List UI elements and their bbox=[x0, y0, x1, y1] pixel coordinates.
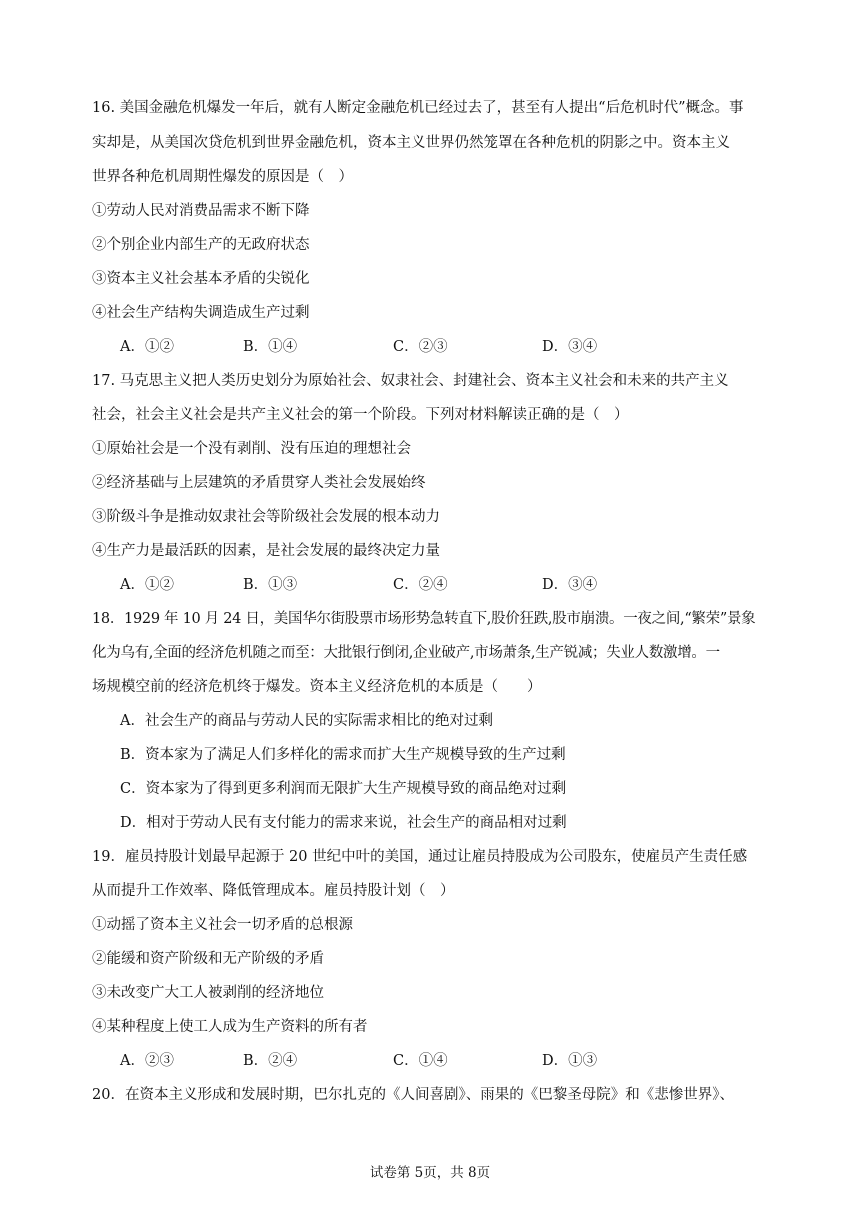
q18-stem-line-2: 化为乌有,全面的经济危机随之而至：大批银行倒闭,企业破产,市场萧条,生产锐减；失业人数激增。一 bbox=[92, 645, 720, 661]
q18-option-d: D．相对于劳动人民有支付能力的需求来说，社会生产的商品相对过剩 bbox=[120, 815, 567, 831]
q19-stem-line-1: 19．雇员持股计划最早起源于 20 世纪中叶的美国，通过让雇员持股成为公司股东，使雇员产生责任感 bbox=[92, 849, 748, 865]
q17-stem-line-2: 社会，社会主义社会是共产主义社会的第一个阶段。下列对材料解读正确的是（ ） bbox=[92, 407, 629, 423]
q17-item-2: ②经济基础与上层建筑的矛盾贯穿人类社会发展始终 bbox=[92, 475, 426, 491]
q16-choice-d: D．③④ bbox=[542, 339, 598, 355]
q19-choice-a: A．②③ bbox=[120, 1053, 174, 1069]
q17-choice-b: B．①③ bbox=[243, 577, 298, 593]
q20-stem-line-1: 20．在资本主义形成和发展时期，巴尔扎克的《人间喜剧》、雨果的《巴黎圣母院》和《悲惨世界》、 bbox=[92, 1087, 734, 1103]
q17-choice-a: A．①② bbox=[120, 577, 174, 593]
q17-stem-line-1: 17. 马克思主义把人类历史划分为原始社会、奴隶社会、封建社会、资本主义社会和未来的共产主义 bbox=[92, 373, 729, 389]
q19-item-3: ③未改变广大工人被剥削的经济地位 bbox=[92, 985, 324, 1001]
q16-choice-b: B．①④ bbox=[243, 339, 298, 355]
q18-stem-line-1: 18．1929 年 10 月 24 日，美国华尔街股票市场形势急转直下,股价狂跌,股市崩溃。一夜之间,“繁荣”景象 bbox=[92, 611, 756, 627]
q17-item-3: ③阶级斗争是推动奴隶社会等阶级社会发展的根本动力 bbox=[92, 509, 440, 525]
q16-item-4: ④社会生产结构失调造成生产过剩 bbox=[92, 305, 310, 321]
q16-choice-a: A．①② bbox=[120, 339, 174, 355]
q17-choice-c: C．②④ bbox=[393, 577, 448, 593]
q16-stem-line-3: 世界各种危机周期性爆发的原因是（ ） bbox=[92, 169, 353, 185]
q19-item-4: ④某种程度上使工人成为生产资料的所有者 bbox=[92, 1019, 368, 1035]
q17-choice-d: D．③④ bbox=[542, 577, 598, 593]
q18-option-a: A．社会生产的商品与劳动人民的实际需求相比的绝对过剩 bbox=[120, 713, 493, 729]
q19-item-1: ①动摇了资本主义社会一切矛盾的总根源 bbox=[92, 917, 353, 933]
q16-item-1: ①劳动人民对消费品需求不断下降 bbox=[92, 203, 310, 219]
q19-choice-d: D．①③ bbox=[542, 1053, 598, 1069]
q19-choice-c: C．①④ bbox=[393, 1053, 448, 1069]
q17-item-4: ④生产力是最活跃的因素，是社会发展的最终决定力量 bbox=[92, 543, 440, 559]
q19-choice-b: B．②④ bbox=[243, 1053, 298, 1069]
q19-stem-line-2: 从而提升工作效率、降低管理成本。雇员持股计划（ ） bbox=[92, 883, 455, 899]
page-footer: 试卷第 5页，共 8页 bbox=[369, 1165, 491, 1181]
q16-item-2: ②个别企业内部生产的无政府状态 bbox=[92, 237, 310, 253]
q17-item-1: ①原始社会是一个没有剥削、没有压迫的理想社会 bbox=[92, 441, 411, 457]
q18-stem-line-3: 场规模空前的经济危机终于爆发。资本主义经济危机的本质是（ ） bbox=[92, 679, 542, 695]
q18-option-b: B．资本家为了满足人们多样化的需求而扩大生产规模导致的生产过剩 bbox=[120, 747, 566, 763]
q16-item-3: ③资本主义社会基本矛盾的尖锐化 bbox=[92, 271, 310, 287]
q16-stem-line-1: 16. 美国金融危机爆发一年后，就有人断定金融危机已经过去了，甚至有人提出“后危机时代”概念。事 bbox=[92, 100, 744, 116]
q16-choice-c: C．②③ bbox=[393, 339, 448, 355]
q16-stem-line-2: 实却是，从美国次贷危机到世界金融危机，资本主义世界仍然笼罩在各种危机的阴影之中。资本主义 bbox=[92, 135, 730, 151]
q18-option-c: C．资本家为了得到更多利润而无限扩大生产规模导致的商品绝对过剩 bbox=[120, 781, 567, 797]
q19-item-2: ②能缓和资产阶级和无产阶级的矛盾 bbox=[92, 951, 324, 967]
